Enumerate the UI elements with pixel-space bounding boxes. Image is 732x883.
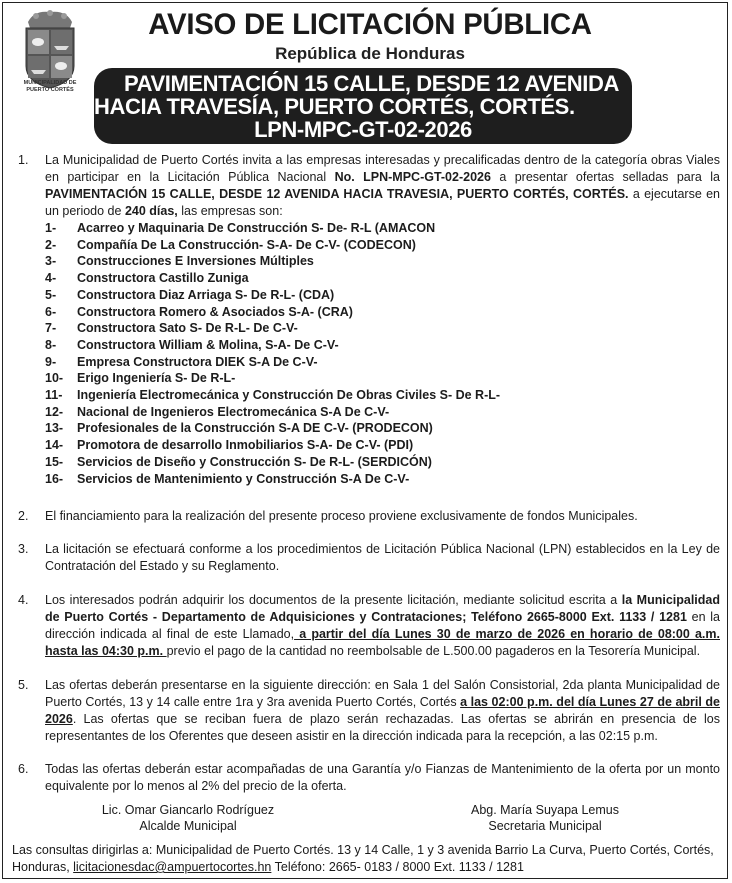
- list-item: 7- Constructora Sato S- De R-L- De C-V-: [45, 321, 298, 336]
- banner-line-1: PAVIMENTACIÓN 15 CALLE, DESDE 12 AVENIDA: [124, 71, 619, 96]
- page-title: AVISO DE LICITACIÓN PÚBLICA: [148, 8, 592, 41]
- section-1: [18, 152, 720, 220]
- list-item: 2- Compañía De La Construcción- S-A- De C-V- (CODECON): [45, 237, 416, 252]
- tender-number: No. LPN-MPC-GT-02-2026: [334, 170, 491, 184]
- signature-mayor: [68, 802, 308, 834]
- signatory-role: Secretaria Municipal: [488, 819, 602, 833]
- company-list: [45, 220, 605, 487]
- email-link[interactable]: licitacionesdac@ampuertocortes.hn: [73, 860, 272, 874]
- project-banner: [94, 68, 632, 144]
- list-item: 5- Constructora Diaz Arriaga S- De R-L- (CDA): [45, 287, 335, 302]
- list-item: 14- Promotora de desarrollo Inmobiliarios S-A- De C-V- (PDI): [45, 438, 414, 453]
- section-number: 1.: [18, 153, 29, 167]
- section-text: en la dirección indicada al final de este Llamado,: [45, 610, 720, 641]
- document-availability-dates: a partir del día Lunes 30 de marzo de 2026 en horario de 08:00 a.m. hasta las 04:30 p.m.: [45, 627, 720, 658]
- list-item: 4- Constructora Castillo Zuniga: [45, 271, 249, 286]
- section-number: 3.: [18, 542, 29, 556]
- section-text: a presentar ofertas selladas para la: [490, 170, 720, 184]
- section-6: [18, 761, 720, 795]
- list-item: 11- Ingeniería Electromecánica y Construcción De Obras Civiles S- De R-L-: [45, 388, 501, 403]
- section-5: [18, 677, 720, 745]
- duration: 240 días,: [124, 204, 178, 218]
- section-text: a ejecutarse en un periodo de: [45, 187, 720, 218]
- banner-line-3: LPN-MPC-GT-02-2026: [254, 117, 472, 142]
- section-text: La licitación se efectuará conforme a los procedimientos de Licitación Pública Nacional (LPN) establecidos en la Ley de Contratación del Estado y su Reglamento.: [45, 542, 720, 573]
- signatory-name: Lic. Omar Giancarlo Rodríguez: [101, 803, 275, 817]
- section-text: previo el pago de la cantidad no reembolsable de L.500.00 pagaderos en la Tesorería Municipal.: [166, 644, 701, 658]
- list-item: 12- Nacional de Ingenieros Electromecánica S-A De C-V-: [45, 404, 390, 419]
- logo-caption: MUNICIPALIDAD DE PUERTO CORTÉS: [23, 80, 77, 93]
- section-text: . Las ofertas que se reciban fuera de plazo serán rechazadas. Las ofertas se abrirán en presencia de los representantes de los Oferentes que deseen asistir en la dirección indicada para la recepción, a las 02:15 p.m.: [45, 712, 720, 743]
- project-name: PAVIMENTACIÓN 15 CALLE, DESDE 12 AVENIDA HACIA TRAVESIA, PUERTO CORTÉS, CORTÉS.: [45, 187, 629, 201]
- list-item: 8- Constructora William & Molina, S-A- De C-V-: [45, 337, 339, 352]
- section-4: [18, 592, 720, 660]
- section-text: Todas las ofertas deberán estar acompañadas de una Garantía y/o Fianzas de Mantenimiento de la oferta por un monto equivalente por lo menos al 2% del precio de la oferta.: [45, 762, 720, 793]
- signatory-name: Abg. María Suyapa Lemus: [471, 803, 619, 817]
- list-item: 15- Servicios de Diseño y Construcción S- De R-L- (SERDICÓN): [45, 454, 432, 469]
- list-item: 3- Construcciones E Inversiones Múltiples: [45, 254, 314, 269]
- section-number: 6.: [18, 762, 29, 776]
- signature-secretary: [425, 802, 665, 834]
- section-number: 2.: [18, 509, 29, 523]
- list-item: 9- Empresa Constructora DIEK S-A De C-V-: [45, 354, 318, 369]
- section-text: El financiamiento para la realización del presente proceso proviene exclusivamente de fondos Municipales.: [45, 509, 638, 523]
- section-2: [18, 508, 720, 525]
- section-number: 4.: [18, 593, 29, 607]
- footer-phone: Teléfono: 2665- 0183 / 8000 Ext. 1133 / 1281: [271, 860, 524, 874]
- list-item: 10- Erigo Ingeniería S- De R-L-: [45, 371, 236, 386]
- contact-footer: [12, 842, 724, 876]
- footer-text: Las consultas dirigirlas a: Municipalidad de Puerto Cortés. 13 y 14 Calle, 1 y 3 avenida Barrio La Curva, Puerto Cortés, Cortés, Honduras,: [12, 843, 714, 874]
- section-text: Los interesados podrán adquirir los documentos de la presente licitación, mediante solicitud escrita a: [45, 593, 622, 607]
- section-number: 5.: [18, 678, 29, 692]
- page-subtitle: República de Honduras: [275, 44, 465, 63]
- signatory-role: Alcalde Municipal: [139, 819, 237, 833]
- section-text: las empresas son:: [177, 204, 283, 218]
- list-item: 13- Profesionales de la Construcción S-A DE C-V- (PRODECON): [45, 421, 433, 436]
- list-item: 16- Servicios de Mantenimiento y Construcción S-A De C-V-: [45, 471, 410, 486]
- section-text: Las ofertas deberán presentarse en la siguiente dirección: en Sala 1 del Salón Consistorial, 2da planta Municipalidad de Puerto Cortés, 13 y 14 calle entre 1ra y 3ra avenida Puerto Cortés, Cortés: [45, 678, 720, 709]
- section-3: [18, 541, 720, 575]
- submission-deadline: a las 02:00 p.m. del día Lunes 27 de abril de 2026: [45, 695, 720, 726]
- list-item: 6- Constructora Romero & Asociados S-A- (CRA): [45, 304, 353, 319]
- banner-line-2: HACIA TRAVESÍA, PUERTO CORTÉS, CORTÉS.: [94, 94, 575, 119]
- list-item: 1- Acarreo y Maquinaria De Construcción S- De- R-L (AMACON: [45, 221, 436, 235]
- contact-department: la Municipalidad de Puerto Cortés - Departamento de Adquisiciones y Contrataciones; Teléfono 2665-8000 Ext. 1133 / 1281: [45, 593, 720, 624]
- section-text: La Municipalidad de Puerto Cortés invita a las empresas interesadas y precalificadas dentro de la categoría obras Viales en participar en la Licitación Pública Nacional: [45, 153, 720, 184]
